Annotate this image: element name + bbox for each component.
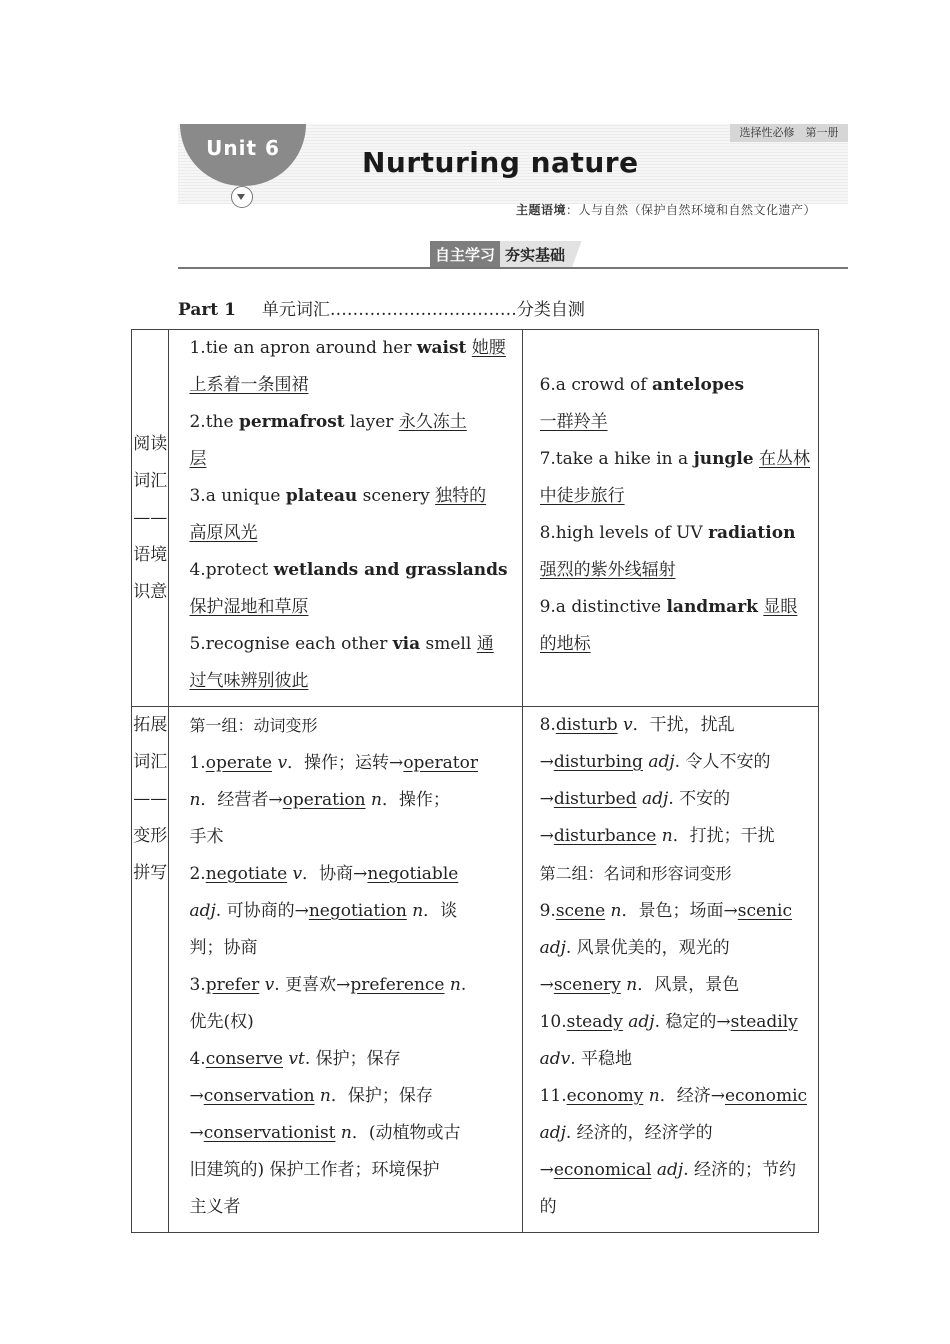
theme-text: ：人与自然（保护自然环境和自然文化遗产）: [566, 203, 817, 217]
entry-text: →: [539, 826, 554, 846]
part-of-speech: vt: [282, 1049, 305, 1069]
entry-text: .: [460, 975, 467, 995]
answer-text: disturbing: [553, 752, 643, 772]
entry-line: [189, 367, 507, 404]
label-line: ——: [133, 789, 168, 809]
entry-text: 2.the: [189, 412, 239, 432]
entry-line: [540, 1004, 810, 1041]
label-line: 变形: [133, 826, 168, 846]
section-divider: [178, 267, 848, 269]
entry-text: 主义者: [189, 1197, 241, 1217]
entry-text: 3.: [189, 975, 206, 995]
entry-text: 判；协商: [189, 938, 258, 958]
keyword: radiation: [708, 523, 796, 543]
answer-text: 强烈的紫外线辐射: [539, 560, 676, 580]
keyword: plateau: [285, 486, 358, 506]
answer-text: 层: [189, 449, 207, 469]
answer-text: negotiable: [367, 864, 459, 884]
answer-text: operate: [205, 753, 273, 773]
entry-text: →: [189, 1123, 204, 1143]
entry-text: →: [189, 1086, 204, 1106]
label-line: 拼写: [133, 863, 168, 883]
entry-text: ．(动植物或古: [351, 1123, 461, 1143]
entry-text: . 稳定的→: [654, 1012, 731, 1032]
answer-text: scene: [555, 901, 606, 921]
label-line: 词汇: [133, 752, 168, 772]
part-of-speech: adj: [539, 1123, 566, 1143]
part-of-speech: n: [643, 1086, 660, 1106]
entry-text: ．操作；: [381, 790, 450, 810]
entry-text: ．操作；运转→: [287, 753, 404, 773]
entry-text: ．经济→: [659, 1086, 725, 1106]
answer-text: 保护湿地和草原: [189, 597, 309, 617]
entry-line: [540, 1041, 810, 1078]
answer-text: economic: [724, 1086, 808, 1106]
entry-text: . 令人不安的: [674, 752, 771, 772]
part-of-speech: n: [365, 790, 382, 810]
label-line: 阅读: [133, 433, 168, 454]
part-of-speech: v: [617, 715, 633, 735]
label-line: 语境: [133, 544, 168, 565]
part-of-speech: n: [656, 826, 673, 846]
label-line: 识意: [133, 581, 168, 602]
answer-text: 一群羚羊: [539, 412, 608, 432]
part-of-speech: n: [335, 1123, 352, 1143]
entry-text: 1.tie an apron around her: [189, 338, 417, 358]
entry-text: →: [539, 752, 554, 772]
part-of-speech: adj: [651, 1160, 684, 1180]
unit-title: Nurturing nature: [362, 146, 639, 179]
part-of-speech: n: [406, 901, 424, 921]
entry-text: . 更喜欢→: [274, 975, 351, 995]
entry-text: →: [539, 1160, 554, 1180]
entry-line: [189, 819, 507, 856]
row-label-extension: [132, 707, 169, 1233]
answer-text: disturbed: [553, 789, 637, 809]
entry-text: 9.: [539, 901, 556, 921]
answer-text: negotiate: [205, 864, 288, 884]
answer-text: 的地标: [539, 634, 591, 654]
entry-text: →: [539, 975, 554, 995]
entry-line: [540, 1189, 810, 1226]
entry-text: 7.take a hike in a: [539, 449, 694, 469]
table-row: [132, 330, 819, 707]
row-label-reading: [132, 330, 169, 707]
answer-text: operation: [282, 790, 366, 810]
entry-text: 的: [539, 1197, 557, 1217]
entry-text: 4.: [189, 1049, 206, 1069]
entry-text: . 不安的: [668, 789, 731, 809]
label-line: 词汇: [133, 470, 168, 491]
entry-line: [540, 404, 810, 441]
entry-text: →: [539, 789, 554, 809]
entry-line: [540, 707, 810, 744]
entry-text: ．保护；保存: [330, 1086, 433, 1106]
entry-text: 优先(权): [189, 1012, 254, 1032]
section-tab-primary: 自主学习: [430, 241, 500, 267]
entry-line: [540, 1152, 810, 1189]
entry-text: . 经济的；节约: [683, 1160, 796, 1180]
part-of-speech: n: [314, 1086, 331, 1106]
part-subtitle: 分类自测: [516, 300, 585, 320]
part-of-speech: adv: [539, 1049, 571, 1069]
entry-line: [540, 441, 810, 478]
entry-line: [189, 1115, 507, 1152]
entry-text: 8.: [539, 715, 556, 735]
entry-text: 10.: [539, 1012, 567, 1032]
keyword: landmark: [666, 597, 758, 617]
entry-line: [189, 967, 507, 1004]
section-tab: [430, 241, 586, 267]
answer-text: conservation: [203, 1086, 315, 1106]
keyword: waist: [416, 338, 467, 358]
entry-line: [540, 1115, 810, 1152]
part-of-speech: adj: [189, 901, 216, 921]
entry-text: smell: [420, 634, 477, 654]
entry-text: 旧建筑的) 保护工作者；环境保护: [189, 1160, 440, 1180]
answer-text: operator: [403, 753, 478, 773]
part-number: Part 1: [178, 300, 236, 320]
entry-line: [189, 1189, 507, 1226]
entry-text: ．景色；场面→: [621, 901, 738, 921]
answer-text: scenery: [553, 975, 621, 995]
entry-text: ．干扰，扰乱: [632, 715, 735, 735]
entry-line: [189, 478, 507, 515]
book-tag: 选择性必修 第一册: [730, 124, 848, 142]
entry-line: [540, 1078, 810, 1115]
answer-text: conservationist: [203, 1123, 336, 1143]
theme-line: [516, 201, 816, 218]
entry-text: ．风景，景色: [637, 975, 740, 995]
part-of-speech: adj: [642, 752, 675, 772]
entry-text: . 平稳地: [570, 1049, 633, 1069]
theme-label: 主题语境: [516, 203, 567, 217]
entry-line: [540, 515, 810, 552]
answer-text: conserve: [205, 1049, 283, 1069]
answer-text: 中徒步旅行: [539, 486, 625, 506]
entry-text: ．谈: [423, 901, 458, 921]
answer-text: scenic: [737, 901, 792, 921]
part-of-speech: v: [272, 753, 288, 773]
entry-line: [189, 441, 507, 478]
entry-text: 8.high levels of UV: [539, 523, 709, 543]
answer-text: 通: [476, 634, 494, 654]
answer-text: negotiation: [308, 901, 407, 921]
group-heading: 第一组：动词变形: [189, 716, 318, 735]
entry-text: 2.: [189, 864, 206, 884]
entry-line: [540, 478, 810, 515]
label-line: 拓展: [133, 715, 168, 735]
reading-items-right: [522, 330, 818, 707]
entry-line: [189, 1004, 507, 1041]
entry-text: 4.protect: [189, 560, 274, 580]
keyword: antelopes: [652, 375, 745, 395]
entry-line: [540, 781, 810, 818]
entry-line: [540, 589, 810, 626]
keyword: wetlands and grasslands: [273, 560, 508, 580]
part-of-speech: adj: [636, 789, 669, 809]
entry-line: [189, 1078, 507, 1115]
extension-items-right: [522, 707, 818, 1233]
answer-text: steady: [566, 1012, 623, 1032]
entry-line: [189, 893, 507, 930]
entry-text: 3.a unique: [189, 486, 286, 506]
answer-text: prefer: [205, 975, 260, 995]
part-heading: [178, 295, 585, 320]
entry-line: [189, 930, 507, 967]
part-title: 单元词汇: [261, 300, 330, 320]
entry-text: 9.a distinctive: [539, 597, 667, 617]
answer-text: 显眼: [763, 597, 798, 617]
entry-line: [540, 930, 810, 967]
entry-text: ．经营者→: [200, 790, 283, 810]
entry-line: [540, 552, 810, 589]
entry-text: ．协商→: [302, 864, 368, 884]
answer-text: 她腰: [471, 338, 506, 358]
entry-text: 6.a crowd of: [539, 375, 652, 395]
entry-line: [189, 745, 507, 782]
keyword: jungle: [693, 449, 754, 469]
entry-line: [189, 856, 507, 893]
answer-text: 上系着一条围裙: [189, 375, 309, 395]
part-of-speech: adj: [622, 1012, 655, 1032]
part-leader: ……………………………: [329, 300, 517, 320]
table-row: [132, 707, 819, 1233]
entry-text: . 风景优美的，观光的: [565, 938, 730, 958]
entry-text: . 可协商的→: [215, 901, 309, 921]
entry-line: [189, 1152, 507, 1189]
entry-text: 5.recognise each other: [189, 634, 393, 654]
answer-text: 独特的: [435, 486, 487, 506]
entry-line: [189, 707, 507, 745]
entry-line: [540, 855, 810, 893]
entry-line: [189, 1041, 507, 1078]
entry-text: . 经济的，经济学的: [565, 1123, 713, 1143]
keyword: via: [392, 634, 421, 654]
part-of-speech: adj: [539, 938, 566, 958]
entry-text: 手术: [189, 827, 224, 847]
entry-line: [189, 626, 507, 663]
entry-text: layer: [344, 412, 399, 432]
entry-line: [189, 515, 507, 552]
entry-line: [189, 552, 507, 589]
section-tab-secondary: 夯实基础: [500, 241, 570, 267]
entry-line: [189, 404, 507, 441]
entry-text: 1.: [189, 753, 206, 773]
part-of-speech: n: [444, 975, 461, 995]
entry-line: [540, 626, 810, 663]
entry-line: [540, 893, 810, 930]
part-of-speech: n: [620, 975, 638, 995]
answer-text: disturb: [555, 715, 618, 735]
entry-line: [189, 663, 507, 700]
part-of-speech: v: [287, 864, 303, 884]
keyword: permafrost: [238, 412, 345, 432]
unit-label: Unit 6: [206, 136, 280, 160]
answer-text: steadily: [730, 1012, 798, 1032]
entry-line: [540, 818, 810, 855]
vocabulary-table: [131, 329, 819, 1233]
label-line: ——: [133, 507, 168, 528]
answer-text: preference: [350, 975, 445, 995]
entry-line: [189, 782, 507, 819]
entry-text: 11.: [539, 1086, 567, 1106]
extension-items-left: [169, 707, 522, 1233]
entry-line: [540, 744, 810, 781]
entry-line: [189, 330, 507, 367]
section-tab-tail: [570, 241, 586, 267]
answer-text: 高原风光: [189, 523, 258, 543]
answer-text: disturbance: [553, 826, 657, 846]
entry-text: scenery: [357, 486, 436, 506]
entry-text: . 保护；保存: [304, 1049, 401, 1069]
answer-text: 在丛林: [759, 449, 810, 469]
part-of-speech: n: [189, 790, 201, 810]
entry-line: [189, 589, 507, 626]
part-of-speech: v: [259, 975, 275, 995]
answer-text: 永久冻土: [398, 412, 467, 432]
reading-items-left: [169, 330, 522, 707]
answer-text: economy: [566, 1086, 644, 1106]
entry-text: ．打扰；干扰: [672, 826, 775, 846]
entry-line: [540, 967, 810, 1004]
part-of-speech: n: [605, 901, 622, 921]
chevron-down-icon: [231, 186, 253, 208]
group-heading: 第二组：名词和形容词变形: [539, 864, 732, 883]
entry-line: [540, 367, 810, 404]
answer-text: 过气味辨别彼此: [189, 671, 309, 691]
answer-text: economical: [553, 1160, 652, 1180]
